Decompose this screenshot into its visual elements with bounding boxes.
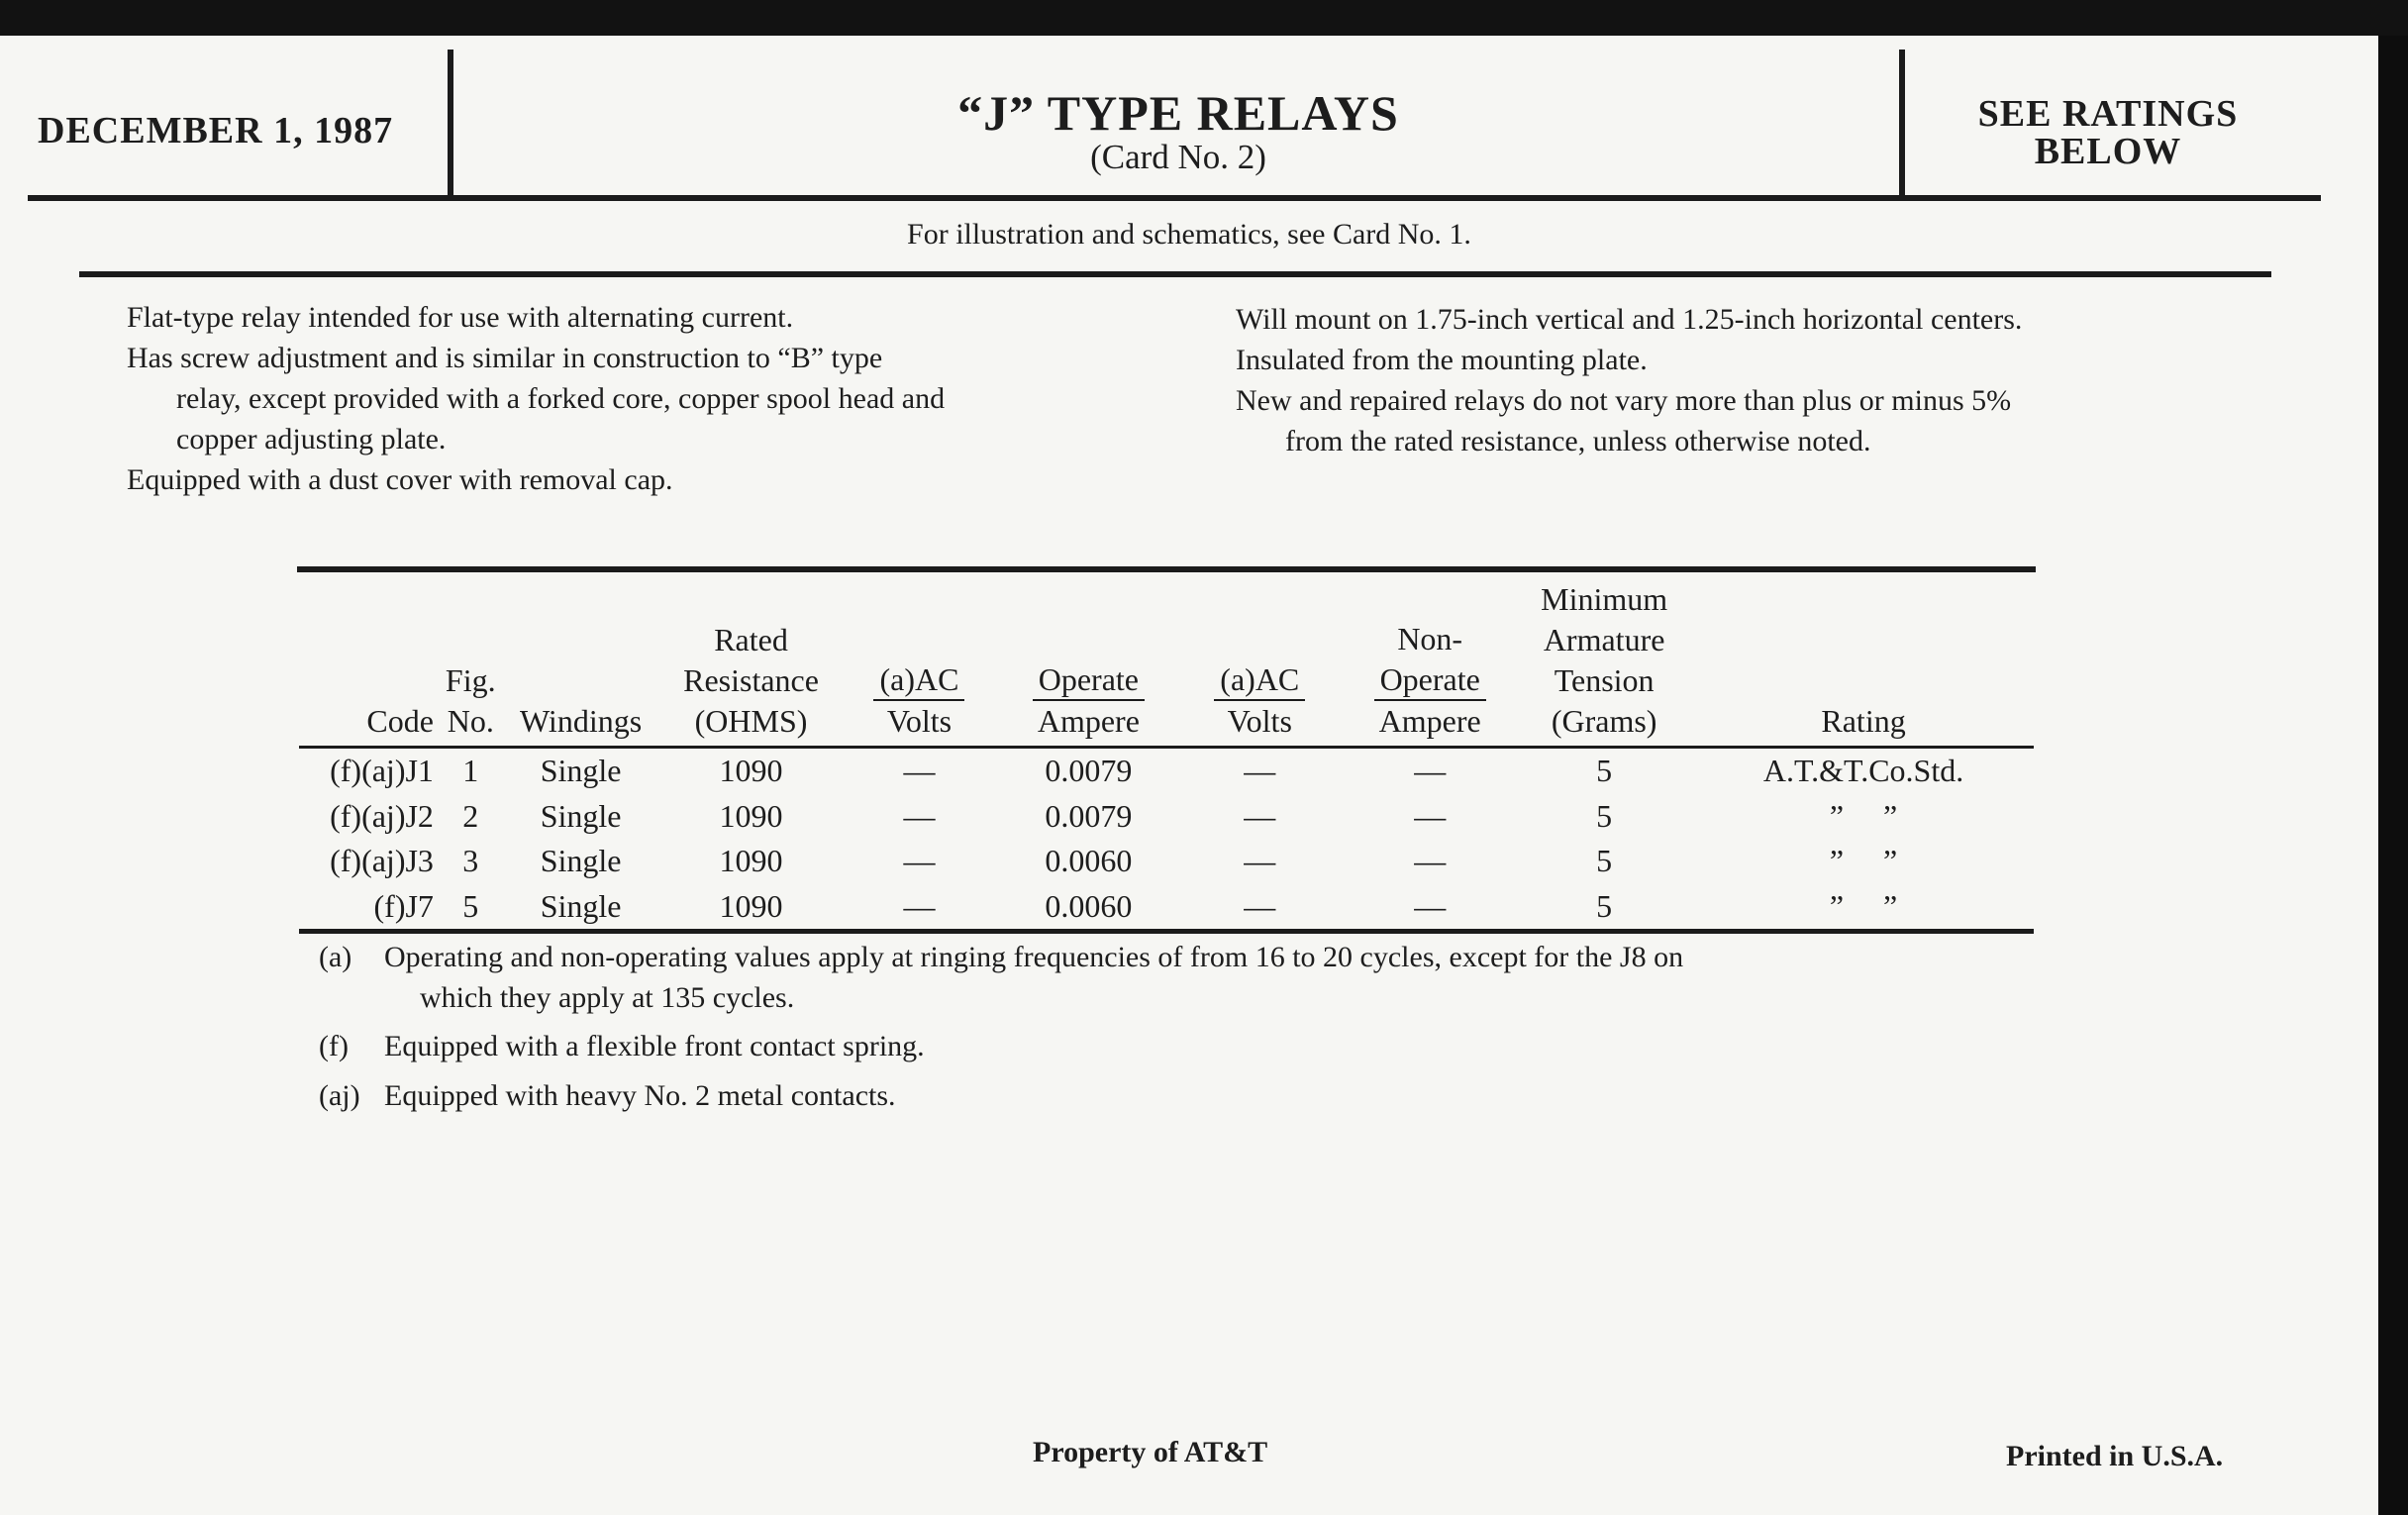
col-tension: Minimum Armature Tension (Grams) xyxy=(1541,581,1668,739)
footnote-text: which they apply at 135 cycles. xyxy=(420,981,795,1014)
desc-line: Insulated from the mounting plate. xyxy=(1236,344,1648,376)
footnote-mark: (aj) xyxy=(319,1079,360,1112)
cell-nonoperate-ampere: — xyxy=(1345,884,1515,932)
cell-resistance: 1090 xyxy=(719,753,783,789)
cell-windings: Single xyxy=(496,884,666,932)
footnote-aj xyxy=(319,1075,2061,1116)
cell-fig: 1 xyxy=(462,753,479,789)
cell-tension: 5 xyxy=(1596,797,1613,834)
cell-rating: ” ” xyxy=(1829,797,1898,834)
relay-table xyxy=(299,579,2034,934)
footnote-a xyxy=(319,937,2061,1018)
desc-line: Will mount on 1.75-inch vertical and 1.25-inch horizontal centers. xyxy=(1236,303,2023,336)
cell-code: (f)(aj)J1 xyxy=(330,753,434,789)
cell-resistance: 1090 xyxy=(666,884,837,932)
cell-operate-ampere: 0.0060 xyxy=(1045,843,1133,879)
cell-operate-ampere: 0.0079 xyxy=(1045,797,1133,834)
cell-rating: ” ” xyxy=(1829,843,1898,879)
cell-fig: 3 xyxy=(462,843,479,879)
cell-windings: Single xyxy=(540,797,622,834)
section-rule xyxy=(79,271,2271,277)
cell-code: (f)J7 xyxy=(299,884,446,932)
ratings-note-line1: SEE RATINGS xyxy=(1977,93,2239,135)
col-code: Code xyxy=(366,703,434,739)
table-row xyxy=(299,748,2034,794)
cell-resistance: 1090 xyxy=(719,843,783,879)
table-row xyxy=(299,794,2034,840)
table-row xyxy=(299,839,2034,884)
col-fig: Fig. No. xyxy=(445,662,496,739)
illustration-reference: For illustration and schematics, see Card No. 1. xyxy=(907,218,1471,251)
cell-operate-ampere: 0.0079 xyxy=(1045,753,1133,789)
cell-nonoperate-ampere: — xyxy=(1414,843,1447,879)
footnote-f xyxy=(319,1026,2061,1066)
desc-line: from the rated resistance, unless otherwise noted. xyxy=(1285,425,1871,457)
cell-fig: 2 xyxy=(462,797,479,834)
cell-rating: A.T.&T.Co.Std. xyxy=(1762,753,1964,789)
cell-tension: 5 xyxy=(1596,753,1613,789)
scan-edge xyxy=(2378,36,2408,1515)
cell-windings: Single xyxy=(540,753,622,789)
desc-line: copper adjusting plate. xyxy=(176,423,447,455)
cell-operate-ac: — xyxy=(837,884,1003,932)
cell-nonoperate-ac: — xyxy=(1244,843,1276,879)
cell-tension: 5 xyxy=(1515,884,1693,932)
cell-windings: Single xyxy=(540,843,622,879)
cell-code: (f)(aj)J2 xyxy=(330,797,434,834)
col-operate-ac: (a)AC Volts xyxy=(837,579,1003,748)
cell-tension: 5 xyxy=(1596,843,1613,879)
header-rule xyxy=(28,195,2321,201)
description-right xyxy=(1236,299,2285,461)
property-notice: Property of AT&T xyxy=(1033,1436,1268,1468)
col-resistance: Rated Resistance (OHMS) xyxy=(683,622,819,739)
table-top-rule xyxy=(297,566,2036,572)
header-divider-left xyxy=(448,50,453,198)
col-windings: Windings xyxy=(520,703,643,739)
table-row xyxy=(299,884,2034,932)
cell-rating: ” ” xyxy=(1693,884,2034,932)
desc-line: Has screw adjustment and is similar in construction to “B” type xyxy=(127,342,883,374)
cell-resistance: 1090 xyxy=(719,797,783,834)
cell-nonoperate-ac: — xyxy=(1174,884,1345,932)
col-operate-ampere: Operate Ampere xyxy=(1002,579,1174,748)
cell-nonoperate-ac: — xyxy=(1244,753,1276,789)
card-subtitle: (Card No. 2) xyxy=(1090,138,1266,176)
cell-operate-ac: — xyxy=(903,753,936,789)
cell-nonoperate-ampere: — xyxy=(1414,753,1447,789)
cell-code: (f)(aj)J3 xyxy=(330,843,434,879)
cell-nonoperate-ac: — xyxy=(1244,797,1276,834)
col-rating: Rating xyxy=(1821,703,1906,739)
desc-line: New and repaired relays do not vary more than plus or minus 5% xyxy=(1236,384,2012,417)
footnote-mark: (a) xyxy=(319,941,352,973)
desc-line: Flat-type relay intended for use with alternating current. xyxy=(127,301,794,334)
col-nonoperate-ac: (a)AC Volts xyxy=(1174,579,1345,748)
cell-fig: 5 xyxy=(446,884,496,932)
cell-operate-ac: — xyxy=(903,843,936,879)
desc-line: relay, except provided with a forked core, copper spool head and xyxy=(176,382,946,415)
col-nonoperate-ampere: Non- Operate Ampere xyxy=(1345,579,1515,748)
footnote-text: Equipped with heavy No. 2 metal contacts. xyxy=(384,1079,896,1112)
cell-nonoperate-ampere: — xyxy=(1414,797,1447,834)
card-date: DECEMBER 1, 1987 xyxy=(38,110,394,152)
printed-notice: Printed in U.S.A. xyxy=(2006,1440,2224,1472)
ratings-note xyxy=(1905,95,2311,170)
description-left xyxy=(127,297,1156,500)
desc-line: Equipped with a dust cover with removal cap. xyxy=(127,463,673,496)
footnote-text: Operating and non-operating values apply at ringing frequencies of from 16 to 20 cycles, except for the J8 on xyxy=(384,941,1684,973)
footnote-text: Equipped with a flexible front contact spring. xyxy=(384,1030,925,1062)
cell-operate-ampere: 0.0060 xyxy=(1002,884,1174,932)
card-title: “J” TYPE RELAYS xyxy=(957,85,1399,141)
table-header-row xyxy=(299,579,2034,748)
footnote-mark: (f) xyxy=(319,1030,349,1062)
ratings-note-line2: BELOW xyxy=(2034,131,2182,172)
cell-operate-ac: — xyxy=(903,797,936,834)
